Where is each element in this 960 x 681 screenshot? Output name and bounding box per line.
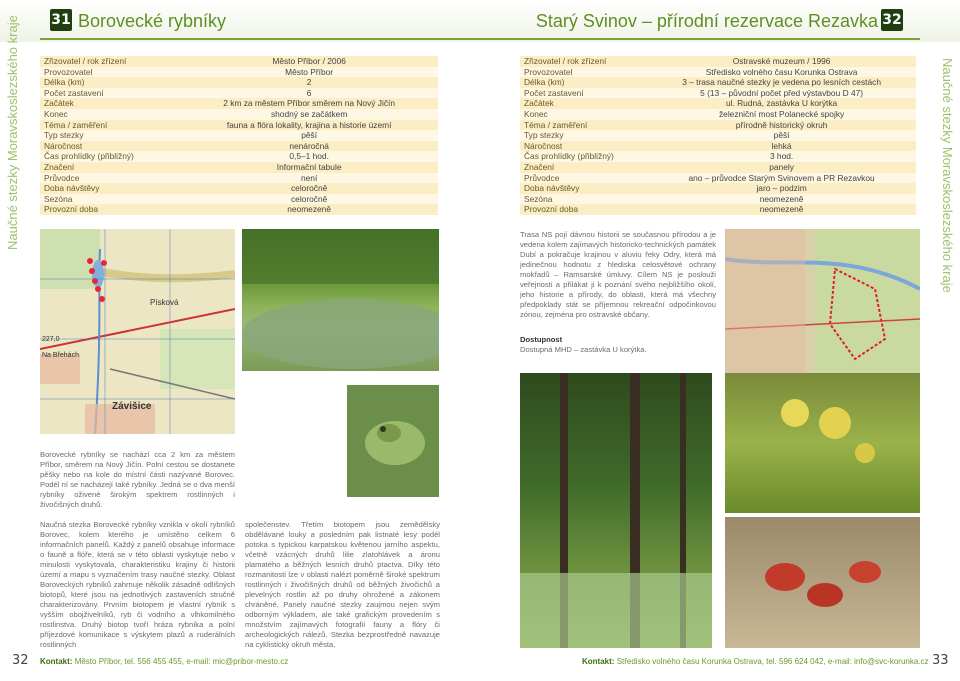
info-value: celoročně: [180, 183, 438, 194]
left-page-number: 32: [12, 653, 29, 668]
info-row: [40, 67, 438, 78]
info-row: [520, 120, 916, 131]
info-key: Provozní doba: [40, 204, 180, 215]
info-key: Provozovatel: [520, 67, 647, 78]
map-label-piskova: Písková: [150, 298, 179, 307]
info-key: Zřizovatel / rok zřízení: [40, 56, 180, 67]
map-label-elevation: 227,0: [42, 336, 60, 343]
info-row: [40, 173, 438, 184]
right-access-text: Dostupná MHD – zastávka U korýtka.: [520, 345, 647, 354]
info-key: Délka (km): [520, 77, 647, 88]
info-key: Délka (km): [40, 77, 180, 88]
info-value: celoročně: [180, 194, 438, 205]
info-key: Náročnost: [40, 141, 180, 152]
left-contact-label: Kontakt:: [40, 657, 73, 666]
right-contact-label: Kontakt:: [582, 657, 615, 666]
left-side-text: Naučné stezky Moravskoslezského kraje: [5, 15, 20, 250]
info-row: [520, 98, 916, 109]
info-key: Značení: [520, 162, 647, 173]
right-info-table: [520, 56, 916, 215]
info-key: Téma / zaměření: [520, 120, 647, 131]
info-key: Čas prohlídky (přibližný): [520, 151, 647, 162]
right-side-text: Naučné stezky Moravskoslezského kraje: [940, 58, 955, 293]
info-row: [520, 162, 916, 173]
left-chapter-badge: 31: [50, 9, 72, 31]
info-value: není: [180, 173, 438, 184]
map-label-zavisice: Závišice: [112, 401, 152, 412]
info-value: fauna a flóra lokality, krajina a historie území: [180, 120, 438, 131]
info-value: jaro – podzim: [647, 183, 916, 194]
info-row: [520, 151, 916, 162]
info-row: [40, 120, 438, 131]
left-contact-text: Město Příbor, tel. 556 455 455, e-mail: mic@pribor-mesto.cz: [74, 657, 289, 666]
left-info-table: [40, 56, 438, 215]
left-body-col2: společenstev. Třetím biotopem jsou zemědělsky obdělávané louky a posledním pak listnaté lesy podél potoka s typickou karpatskou květenou jarního aspektu, včetně vzácných druhů lilie zlatohlávek a áronu plamatého a běžných lesních druhů ptactva. Díky této rozmanitosti lze v oblasti nalézt poměrně široké spektrum rostlinných i živočišných druhů od běžných živočichů a plevelných rostlin až po druhy ohrožené a zákonem chráněné. Panely naučné stezky zaujmou nejen svým odborným výkladem, ale také grafickým provedením s množstvím zajímavých fotografií fauny a flóry či archeologických nálezů. Stezka bezprostředně navazuje na cyklistický okruh města.: [245, 520, 440, 649]
right-access-title: Dostupnost: [520, 335, 563, 344]
right-contact: [582, 657, 929, 666]
info-row: [40, 151, 438, 162]
info-row: [520, 183, 916, 194]
map-label-na-brehach: Na Břehách: [42, 352, 79, 359]
info-key: Začátek: [40, 98, 180, 109]
info-value: 2 km za městem Příbor směrem na Nový Jičín: [180, 98, 438, 109]
info-key: Konec: [520, 109, 647, 120]
info-key: Sezóna: [40, 194, 180, 205]
left-intro-text: Borovecké rybníky se nachází cca 2 km za městem Příbor, směrem na Nový Jičín. Polní cestou se dostanete pěšky nebo na kole do místní části nazývané Borovec. Podél ní se nacházejí také rybníky. Jedná se o dva menší rybníky oživené širokým spektrem rostlinných i živočišných druhů.: [40, 450, 235, 509]
left-trail-map: [40, 229, 235, 434]
info-row: [520, 56, 916, 67]
info-row: [40, 109, 438, 120]
info-value: 3 hod.: [647, 151, 916, 162]
info-value: 2: [180, 77, 438, 88]
info-row: [520, 67, 916, 78]
info-key: Doba návštěvy: [520, 183, 647, 194]
info-row: [40, 204, 438, 215]
right-page-number: 33: [932, 653, 949, 668]
info-value: nenáročná: [180, 141, 438, 152]
info-value: pěší: [647, 130, 916, 141]
right-trail-map: [725, 229, 920, 373]
info-value: pěší: [180, 130, 438, 141]
info-value: 3 – trasa naučné stezky je vedena po lesních cestách: [647, 77, 916, 88]
left-header: [0, 0, 480, 42]
info-row: [40, 98, 438, 109]
info-row: [520, 173, 916, 184]
right-description-text: Trasa NS pojí dávnou historii se současnou přírodou a je vedena kolem zajímavých historicko-technických památek Dubí a pokračuje krajinou v aluviu řeky Odry, která má jedinečnou hodnotu z hlediska celosvětové ochrany mokřadů – Ramsarské úmluvy. Cílem NS je poslouži veřejnosti a přilákat ji k poznání svého nejbližšího okolí, jeho historie a přírody, do oblasti, která má všechny předpoklady stát se příjemnou rekreační odpočinkovou zónou, zejména pro ostravské občany.: [520, 230, 716, 319]
info-row: [40, 88, 438, 99]
info-key: Průvodce: [40, 173, 180, 184]
info-value: neomezeně: [647, 194, 916, 205]
info-row: [40, 194, 438, 205]
info-row: [520, 204, 916, 215]
forest-photo: [520, 373, 712, 648]
info-key: Počet zastavení: [520, 88, 647, 99]
info-value: Informační tabule: [180, 162, 438, 173]
info-value: Město Příbor: [180, 67, 438, 78]
info-value: železniční most Polanecké spojky: [647, 109, 916, 120]
info-value: Středisko volného času Korunka Ostrava: [647, 67, 916, 78]
left-contact: [40, 657, 288, 666]
info-value: shodný se začátkem: [180, 109, 438, 120]
frog-photo: [347, 385, 439, 497]
left-body-col1: Naučná stezka Borovecké rybníky vznikla v okolí rybníků Borovec, kolem kterého je umístěno celkem 6 informačních panelů. Každý z panelů obsahuje informace o fauně a flóře, která se v této oblasti vyskytuje nebo v minulosti vyskytovala, charakteristiku krajiny či historii území a mapu s vyznačením trasy naučné stezky. Oblast Boroveckých rybníků zahrnuje několik zásadně odlišných biotopů, které jsou na jednotlivých zastaveních stručně charakterizovány. Prvním biotopem je vlastní rybník s vyšším obojživelníků, ryb či vodního a vlhkomilného rostlinstva. Druhý biotop tvoří hráza rybníka a polní příjezdové komunikace s výskytem plazů a ruderálních rostlinných: [40, 520, 235, 649]
info-key: Konec: [40, 109, 180, 120]
info-key: Značení: [40, 162, 180, 173]
flower-photo: [725, 373, 920, 513]
info-row: [520, 109, 916, 120]
info-key: Sezóna: [520, 194, 647, 205]
info-row: [40, 162, 438, 173]
pond-photo: [242, 229, 439, 371]
info-value: ul. Rudná, zastávka U korýtka: [647, 98, 916, 109]
right-header-rule: [480, 38, 920, 40]
info-row: [40, 183, 438, 194]
info-key: Typ stezky: [40, 130, 180, 141]
info-value: lehká: [647, 141, 916, 152]
info-key: Provozní doba: [520, 204, 647, 215]
info-value: neomezeně: [647, 204, 916, 215]
info-value: 6: [180, 88, 438, 99]
info-row: [520, 77, 916, 88]
info-key: Počet zastavení: [40, 88, 180, 99]
info-value: přírodně historický okruh: [647, 120, 916, 131]
info-row: [40, 77, 438, 88]
info-value: 0,5–1 hod.: [180, 151, 438, 162]
info-key: Začátek: [520, 98, 647, 109]
info-row: [520, 130, 916, 141]
left-header-rule: [40, 38, 480, 40]
info-row: [40, 141, 438, 152]
info-key: Zřizovatel / rok zřízení: [520, 56, 647, 67]
info-value: 5 (13 – původní počet před výstavbou D 47): [647, 88, 916, 99]
info-row: [520, 141, 916, 152]
left-page-title: Borovecké rybníky: [78, 11, 227, 31]
info-value: Město Příbor / 2006: [180, 56, 438, 67]
info-value: panely: [647, 162, 916, 173]
right-contact-text: Středisko volného času Korunka Ostrava, tel. 596 624 042, e-mail: info@svc-korunka.cz: [616, 657, 929, 666]
info-key: Provozovatel: [40, 67, 180, 78]
right-page-title: Starý Svinov – přírodní rezervace Rezavka: [535, 11, 878, 31]
info-value: ano – průvodce Starým Svinovem a PR Rezavkou: [647, 173, 916, 184]
info-key: Doba návštěvy: [40, 183, 180, 194]
fungus-photo: [725, 517, 920, 648]
info-key: Téma / zaměření: [40, 120, 180, 131]
info-key: Průvodce: [520, 173, 647, 184]
info-key: Náročnost: [520, 141, 647, 152]
right-chapter-badge: 32: [881, 9, 903, 31]
info-row: [520, 88, 916, 99]
info-row: [40, 130, 438, 141]
info-key: Typ stezky: [520, 130, 647, 141]
info-value: neomezeně: [180, 204, 438, 215]
info-row: [40, 56, 438, 67]
info-value: Ostravské muzeum / 1996: [647, 56, 916, 67]
info-key: Čas prohlídky (přibližný): [40, 151, 180, 162]
info-row: [520, 194, 916, 205]
